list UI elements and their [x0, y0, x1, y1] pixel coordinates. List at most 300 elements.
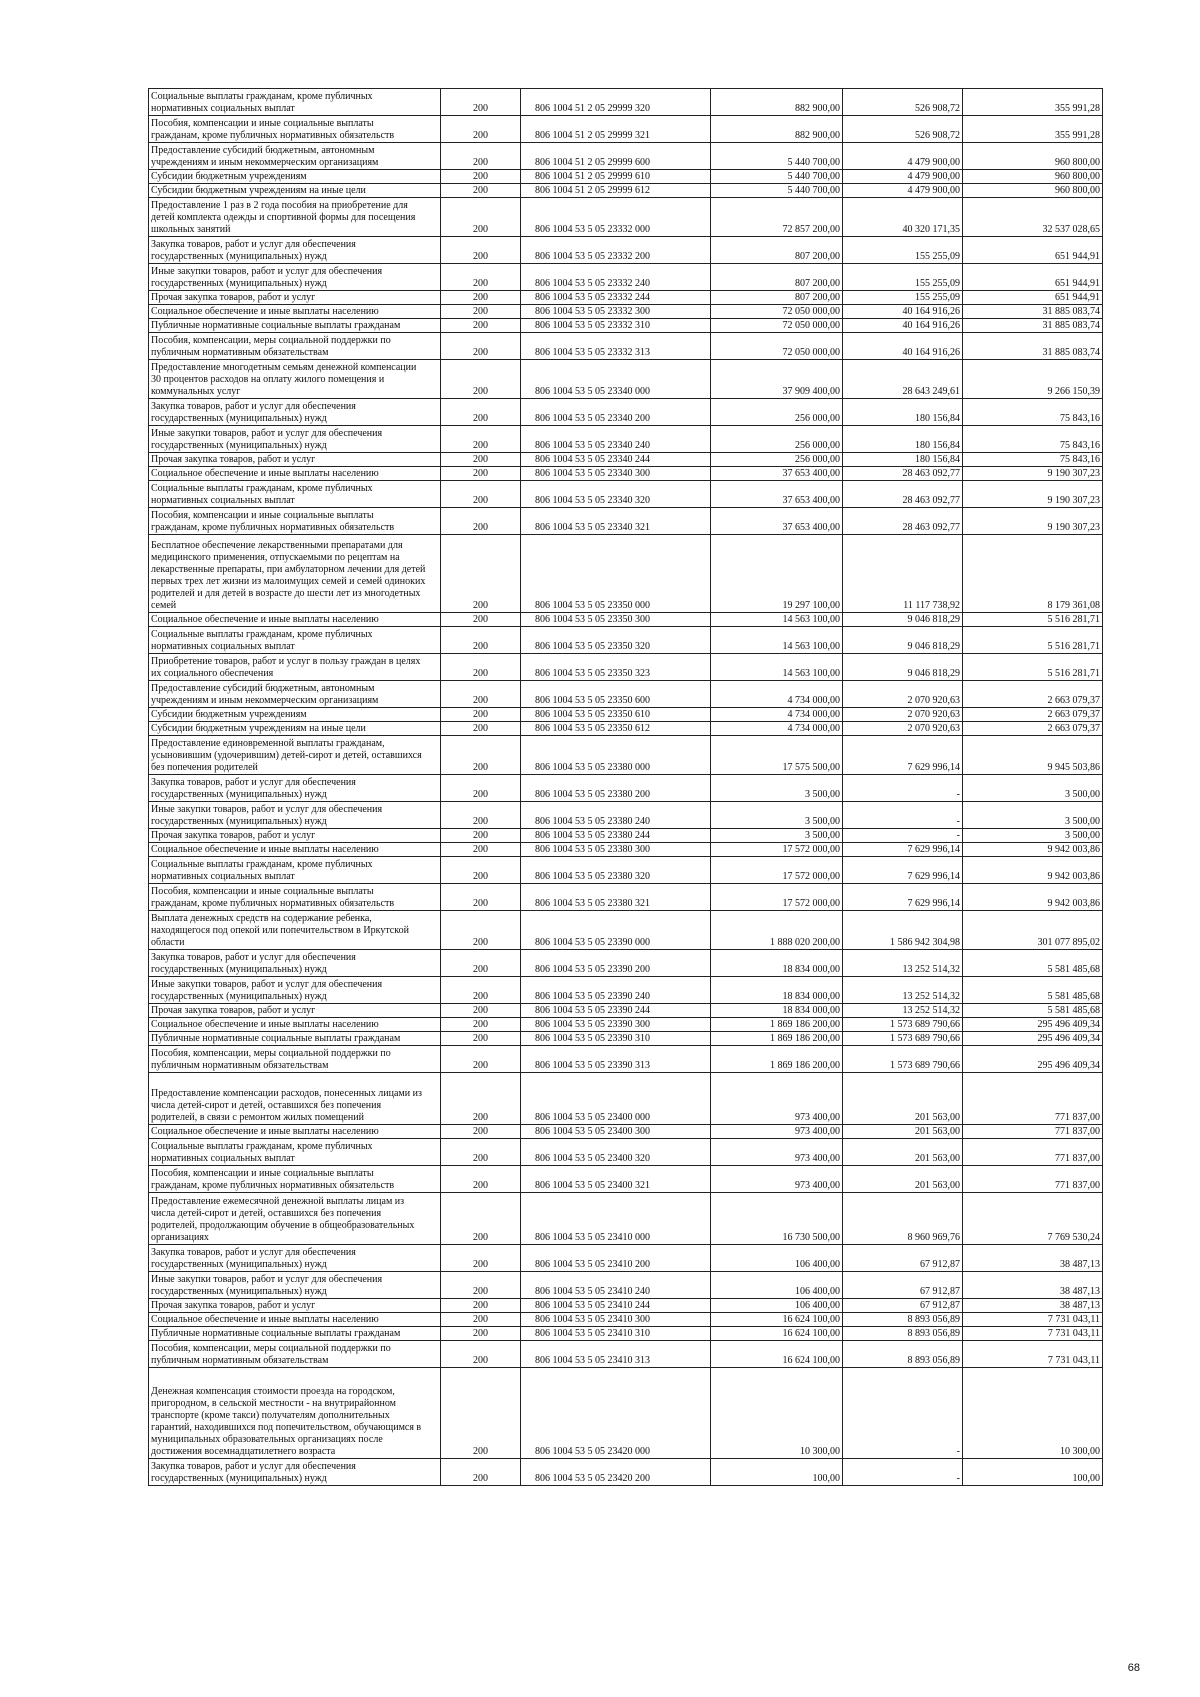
- row-code-cell: 200: [441, 264, 521, 291]
- row-executed-cell: 9 046 818,29: [843, 627, 963, 654]
- row-kbk-cell: 806 1004 51 2 05 29999 612: [521, 184, 711, 198]
- row-executed-cell: 9 046 818,29: [843, 654, 963, 681]
- row-kbk-cell: 806 1004 53 5 05 23420 000: [521, 1368, 711, 1459]
- row-executed-cell: 28 643 249,61: [843, 360, 963, 399]
- row-executed-cell: 9 046 818,29: [843, 613, 963, 627]
- row-name-cell: Социальное обеспечение и иные выплаты населению: [149, 1018, 441, 1032]
- row-name-cell: Иные закупки товаров, работ и услуг для обеспечения государственных (муниципальных) нужд: [149, 426, 441, 453]
- row-unexecuted-cell: 295 496 409,34: [963, 1018, 1103, 1032]
- row-name-cell: Социальное обеспечение и иные выплаты населению: [149, 613, 441, 627]
- row-name-cell: Иные закупки товаров, работ и услуг для обеспечения государственных (муниципальных) нужд: [149, 802, 441, 829]
- row-executed-cell: 2 070 920,63: [843, 722, 963, 736]
- row-name-cell: Предоставление многодетным семьям денежной компенсации 30 процентов расходов на оплату жилого помещения и коммунальных услуг: [149, 360, 441, 399]
- row-unexecuted-cell: 651 944,91: [963, 237, 1103, 264]
- table-row: [149, 453, 1103, 467]
- row-code-cell: 200: [441, 184, 521, 198]
- row-name-cell: Прочая закупка товаров, работ и услуг: [149, 291, 441, 305]
- row-approved-cell: 5 440 700,00: [711, 184, 843, 198]
- row-executed-cell: 2 070 920,63: [843, 708, 963, 722]
- row-executed-cell: 201 563,00: [843, 1073, 963, 1125]
- row-unexecuted-cell: 10 300,00: [963, 1368, 1103, 1459]
- row-executed-cell: 155 255,09: [843, 291, 963, 305]
- row-executed-cell: 201 563,00: [843, 1125, 963, 1139]
- table-row: [149, 360, 1103, 399]
- row-code-cell: 200: [441, 722, 521, 736]
- row-kbk-cell: 806 1004 53 5 05 23390 244: [521, 1004, 711, 1018]
- row-code-cell: 200: [441, 467, 521, 481]
- row-executed-cell: 40 164 916,26: [843, 333, 963, 360]
- row-unexecuted-cell: 295 496 409,34: [963, 1032, 1103, 1046]
- row-code-cell: 200: [441, 843, 521, 857]
- table-row: [149, 681, 1103, 708]
- table-row: [149, 89, 1103, 116]
- row-name-cell: Социальные выплаты гражданам, кроме публичных нормативных социальных выплат: [149, 1139, 441, 1166]
- row-name-cell: Социальное обеспечение и иные выплаты населению: [149, 305, 441, 319]
- row-unexecuted-cell: 7 769 530,24: [963, 1193, 1103, 1245]
- row-kbk-cell: 806 1004 53 5 05 23350 612: [521, 722, 711, 736]
- row-code-cell: 200: [441, 333, 521, 360]
- row-code-cell: 200: [441, 291, 521, 305]
- table-row: [149, 843, 1103, 857]
- row-unexecuted-cell: 771 837,00: [963, 1073, 1103, 1125]
- table-body: [149, 89, 1103, 1486]
- table-row: [149, 291, 1103, 305]
- row-kbk-cell: 806 1004 53 5 05 23332 310: [521, 319, 711, 333]
- table-row: [149, 1341, 1103, 1368]
- row-kbk-cell: 806 1004 53 5 05 23390 240: [521, 977, 711, 1004]
- row-executed-cell: 526 908,72: [843, 116, 963, 143]
- row-code-cell: 200: [441, 1299, 521, 1313]
- table-row: [149, 399, 1103, 426]
- row-code-cell: 200: [441, 627, 521, 654]
- row-executed-cell: 4 479 900,00: [843, 143, 963, 170]
- table-row: [149, 1046, 1103, 1073]
- row-approved-cell: 37 653 400,00: [711, 508, 843, 535]
- row-unexecuted-cell: 9 190 307,23: [963, 508, 1103, 535]
- table-row: [149, 1073, 1103, 1125]
- row-name-cell: Пособия, компенсации и иные социальные выплаты гражданам, кроме публичных нормативных обязательств: [149, 116, 441, 143]
- row-executed-cell: -: [843, 775, 963, 802]
- row-code-cell: 200: [441, 1245, 521, 1272]
- row-name-cell: Закупка товаров, работ и услуг для обеспечения государственных (муниципальных) нужд: [149, 775, 441, 802]
- row-kbk-cell: 806 1004 53 5 05 23410 244: [521, 1299, 711, 1313]
- table-row: [149, 467, 1103, 481]
- row-kbk-cell: 806 1004 53 5 05 23332 313: [521, 333, 711, 360]
- row-executed-cell: -: [843, 829, 963, 843]
- row-kbk-cell: 806 1004 53 5 05 23340 320: [521, 481, 711, 508]
- row-name-cell: Выплата денежных средств на содержание ребенка, находящегося под опекой или попечительством в Иркутской области: [149, 911, 441, 950]
- row-name-cell: Иные закупки товаров, работ и услуг для обеспечения государственных (муниципальных) нужд: [149, 264, 441, 291]
- row-approved-cell: 17 572 000,00: [711, 857, 843, 884]
- row-executed-cell: 1 573 689 790,66: [843, 1046, 963, 1073]
- budget-table: [148, 88, 1103, 1486]
- row-code-cell: 200: [441, 802, 521, 829]
- row-executed-cell: 7 629 996,14: [843, 884, 963, 911]
- row-kbk-cell: 806 1004 53 5 05 23332 000: [521, 198, 711, 237]
- row-unexecuted-cell: 38 487,13: [963, 1245, 1103, 1272]
- row-unexecuted-cell: 5 581 485,68: [963, 977, 1103, 1004]
- row-unexecuted-cell: 3 500,00: [963, 829, 1103, 843]
- row-name-cell: Субсидии бюджетным учреждениям: [149, 170, 441, 184]
- row-code-cell: 200: [441, 1459, 521, 1486]
- row-code-cell: 200: [441, 319, 521, 333]
- table-row: [149, 857, 1103, 884]
- row-unexecuted-cell: 3 500,00: [963, 802, 1103, 829]
- row-approved-cell: 807 200,00: [711, 237, 843, 264]
- row-name-cell: Закупка товаров, работ и услуг для обеспечения государственных (муниципальных) нужд: [149, 237, 441, 264]
- row-kbk-cell: 806 1004 53 5 05 23332 244: [521, 291, 711, 305]
- row-approved-cell: 1 869 186 200,00: [711, 1032, 843, 1046]
- row-kbk-cell: 806 1004 51 2 05 29999 320: [521, 89, 711, 116]
- row-approved-cell: 18 834 000,00: [711, 1004, 843, 1018]
- row-kbk-cell: 806 1004 53 5 05 23350 320: [521, 627, 711, 654]
- row-unexecuted-cell: 100,00: [963, 1459, 1103, 1486]
- table-row: [149, 305, 1103, 319]
- table-row: [149, 977, 1103, 1004]
- table-row: [149, 802, 1103, 829]
- row-name-cell: Социальные выплаты гражданам, кроме публичных нормативных социальных выплат: [149, 627, 441, 654]
- row-kbk-cell: 806 1004 53 5 05 23380 244: [521, 829, 711, 843]
- row-executed-cell: 7 629 996,14: [843, 857, 963, 884]
- row-approved-cell: 1 869 186 200,00: [711, 1046, 843, 1073]
- row-unexecuted-cell: 3 500,00: [963, 775, 1103, 802]
- row-executed-cell: 40 320 171,35: [843, 198, 963, 237]
- row-kbk-cell: 806 1004 53 5 05 23390 313: [521, 1046, 711, 1073]
- row-executed-cell: 1 586 942 304,98: [843, 911, 963, 950]
- row-kbk-cell: 806 1004 53 5 05 23390 310: [521, 1032, 711, 1046]
- row-name-cell: Социальное обеспечение и иные выплаты населению: [149, 1313, 441, 1327]
- row-unexecuted-cell: 7 731 043,11: [963, 1341, 1103, 1368]
- row-kbk-cell: 806 1004 53 5 05 23400 320: [521, 1139, 711, 1166]
- row-executed-cell: 4 479 900,00: [843, 170, 963, 184]
- row-unexecuted-cell: 38 487,13: [963, 1272, 1103, 1299]
- row-code-cell: 200: [441, 1004, 521, 1018]
- row-code-cell: 200: [441, 1368, 521, 1459]
- row-name-cell: Приобретение товаров, работ и услуг в пользу граждан в целях их социального обеспечения: [149, 654, 441, 681]
- row-code-cell: 200: [441, 977, 521, 1004]
- row-code-cell: 200: [441, 1341, 521, 1368]
- row-code-cell: 200: [441, 884, 521, 911]
- row-executed-cell: 40 164 916,26: [843, 319, 963, 333]
- row-executed-cell: 4 479 900,00: [843, 184, 963, 198]
- table-row: [149, 708, 1103, 722]
- table-row: [149, 333, 1103, 360]
- row-approved-cell: 17 572 000,00: [711, 843, 843, 857]
- table-row: [149, 170, 1103, 184]
- row-name-cell: Закупка товаров, работ и услуг для обеспечения государственных (муниципальных) нужд: [149, 950, 441, 977]
- row-code-cell: 200: [441, 681, 521, 708]
- table-row: [149, 1327, 1103, 1341]
- row-unexecuted-cell: 9 942 003,86: [963, 857, 1103, 884]
- row-code-cell: 200: [441, 198, 521, 237]
- row-approved-cell: 17 575 500,00: [711, 736, 843, 775]
- table-row: [149, 654, 1103, 681]
- row-kbk-cell: 806 1004 53 5 05 23410 240: [521, 1272, 711, 1299]
- row-kbk-cell: 806 1004 53 5 05 23380 200: [521, 775, 711, 802]
- row-executed-cell: 7 629 996,14: [843, 736, 963, 775]
- row-kbk-cell: 806 1004 53 5 05 23340 300: [521, 467, 711, 481]
- row-executed-cell: 526 908,72: [843, 89, 963, 116]
- row-unexecuted-cell: 31 885 083,74: [963, 319, 1103, 333]
- row-name-cell: Бесплатное обеспечение лекарственными препаратами для медицинского применения, отпускаемыми по рецептам на лекарственные препараты, при амбулаторном лечении для детей первых трех лет жизни из малоимущих семей и семей одиноких родителей и для детей в возрасте до шести лет из многодетных семей: [149, 535, 441, 613]
- row-executed-cell: 67 912,87: [843, 1245, 963, 1272]
- row-unexecuted-cell: 301 077 895,02: [963, 911, 1103, 950]
- row-approved-cell: 807 200,00: [711, 264, 843, 291]
- row-kbk-cell: 806 1004 51 2 05 29999 610: [521, 170, 711, 184]
- row-executed-cell: 67 912,87: [843, 1272, 963, 1299]
- row-approved-cell: 72 050 000,00: [711, 319, 843, 333]
- row-code-cell: 200: [441, 857, 521, 884]
- row-name-cell: Социальные выплаты гражданам, кроме публичных нормативных социальных выплат: [149, 481, 441, 508]
- row-name-cell: Предоставление субсидий бюджетным, автономным учреждениям и иным некоммерческим организациям: [149, 681, 441, 708]
- row-executed-cell: -: [843, 1459, 963, 1486]
- row-name-cell: Субсидии бюджетным учреждениям на иные цели: [149, 184, 441, 198]
- row-approved-cell: 4 734 000,00: [711, 681, 843, 708]
- table-row: [149, 775, 1103, 802]
- row-code-cell: 200: [441, 305, 521, 319]
- row-executed-cell: 2 070 920,63: [843, 681, 963, 708]
- row-kbk-cell: 806 1004 53 5 05 23400 300: [521, 1125, 711, 1139]
- table-row: [149, 627, 1103, 654]
- row-name-cell: Прочая закупка товаров, работ и услуг: [149, 1004, 441, 1018]
- table-row: [149, 950, 1103, 977]
- row-kbk-cell: 806 1004 53 5 05 23350 300: [521, 613, 711, 627]
- row-kbk-cell: 806 1004 53 5 05 23350 610: [521, 708, 711, 722]
- row-unexecuted-cell: 295 496 409,34: [963, 1046, 1103, 1073]
- row-approved-cell: 807 200,00: [711, 291, 843, 305]
- row-executed-cell: 180 156,84: [843, 426, 963, 453]
- table-row: [149, 1368, 1103, 1459]
- row-code-cell: 200: [441, 89, 521, 116]
- row-name-cell: Публичные нормативные социальные выплаты гражданам: [149, 1327, 441, 1341]
- row-approved-cell: 37 909 400,00: [711, 360, 843, 399]
- row-executed-cell: 8 893 056,89: [843, 1327, 963, 1341]
- row-executed-cell: 155 255,09: [843, 264, 963, 291]
- row-kbk-cell: 806 1004 53 5 05 23332 300: [521, 305, 711, 319]
- row-code-cell: 200: [441, 453, 521, 467]
- table-row: [149, 1032, 1103, 1046]
- row-executed-cell: 13 252 514,32: [843, 977, 963, 1004]
- row-approved-cell: 5 440 700,00: [711, 143, 843, 170]
- row-kbk-cell: 806 1004 51 2 05 29999 600: [521, 143, 711, 170]
- row-code-cell: 200: [441, 237, 521, 264]
- row-approved-cell: 72 050 000,00: [711, 305, 843, 319]
- row-kbk-cell: 806 1004 53 5 05 23350 000: [521, 535, 711, 613]
- row-kbk-cell: 806 1004 53 5 05 23380 300: [521, 843, 711, 857]
- table-row: [149, 198, 1103, 237]
- row-kbk-cell: 806 1004 53 5 05 23350 600: [521, 681, 711, 708]
- row-code-cell: 200: [441, 1166, 521, 1193]
- table-row: [149, 884, 1103, 911]
- row-executed-cell: 201 563,00: [843, 1166, 963, 1193]
- row-unexecuted-cell: 5 581 485,68: [963, 1004, 1103, 1018]
- row-unexecuted-cell: 31 885 083,74: [963, 333, 1103, 360]
- row-kbk-cell: 806 1004 53 5 05 23340 000: [521, 360, 711, 399]
- row-unexecuted-cell: 5 516 281,71: [963, 627, 1103, 654]
- table-row: [149, 319, 1103, 333]
- row-name-cell: Субсидии бюджетным учреждениям на иные цели: [149, 722, 441, 736]
- row-kbk-cell: 806 1004 53 5 05 23420 200: [521, 1459, 711, 1486]
- row-executed-cell: 201 563,00: [843, 1139, 963, 1166]
- row-code-cell: 200: [441, 1193, 521, 1245]
- row-approved-cell: 16 730 500,00: [711, 1193, 843, 1245]
- table-row: [149, 722, 1103, 736]
- page-number: 68: [1127, 1662, 1140, 1674]
- row-approved-cell: 19 297 100,00: [711, 535, 843, 613]
- row-kbk-cell: 806 1004 53 5 05 23340 321: [521, 508, 711, 535]
- row-approved-cell: 5 440 700,00: [711, 170, 843, 184]
- row-name-cell: Денежная компенсация стоимости проезда на городском, пригородном, в сельской местности - на внутрирайонном транспорте (кроме такси) получателям дополнительных гарантий, находившихся под попечительством, обучающимся в муниципальных образовательных организациях после достижения восемнадцатилетнего возраста: [149, 1368, 441, 1459]
- table-row: [149, 1245, 1103, 1272]
- row-unexecuted-cell: 960 800,00: [963, 184, 1103, 198]
- row-approved-cell: 14 563 100,00: [711, 654, 843, 681]
- row-approved-cell: 882 900,00: [711, 116, 843, 143]
- row-kbk-cell: 806 1004 53 5 05 23380 000: [521, 736, 711, 775]
- table-row: [149, 184, 1103, 198]
- row-unexecuted-cell: 2 663 079,37: [963, 722, 1103, 736]
- row-code-cell: 200: [441, 1125, 521, 1139]
- row-name-cell: Пособия, компенсации, меры социальной поддержки по публичным нормативным обязательствам: [149, 1046, 441, 1073]
- row-code-cell: 200: [441, 360, 521, 399]
- row-executed-cell: -: [843, 1368, 963, 1459]
- row-unexecuted-cell: 9 945 503,86: [963, 736, 1103, 775]
- row-unexecuted-cell: 651 944,91: [963, 291, 1103, 305]
- row-unexecuted-cell: 9 942 003,86: [963, 843, 1103, 857]
- row-code-cell: 200: [441, 1272, 521, 1299]
- row-executed-cell: 11 117 738,92: [843, 535, 963, 613]
- row-kbk-cell: 806 1004 53 5 05 23340 244: [521, 453, 711, 467]
- row-approved-cell: 37 653 400,00: [711, 481, 843, 508]
- table-row: [149, 1272, 1103, 1299]
- row-name-cell: Прочая закупка товаров, работ и услуг: [149, 1299, 441, 1313]
- row-name-cell: Социальное обеспечение и иные выплаты населению: [149, 467, 441, 481]
- row-unexecuted-cell: 771 837,00: [963, 1166, 1103, 1193]
- row-name-cell: Предоставление 1 раз в 2 года пособия на приобретение для детей комплекта одежды и спортивной формы для посещения школьных занятий: [149, 198, 441, 237]
- row-unexecuted-cell: 8 179 361,08: [963, 535, 1103, 613]
- table-row: [149, 829, 1103, 843]
- table-row: [149, 1139, 1103, 1166]
- row-kbk-cell: 806 1004 53 5 05 23380 321: [521, 884, 711, 911]
- row-name-cell: Социальные выплаты гражданам, кроме публичных нормативных социальных выплат: [149, 89, 441, 116]
- row-code-cell: 200: [441, 1327, 521, 1341]
- row-approved-cell: 100,00: [711, 1459, 843, 1486]
- table-row: [149, 613, 1103, 627]
- table-row: [149, 736, 1103, 775]
- row-name-cell: Социальное обеспечение и иные выплаты населению: [149, 843, 441, 857]
- row-approved-cell: 973 400,00: [711, 1125, 843, 1139]
- row-code-cell: 200: [441, 143, 521, 170]
- row-executed-cell: 1 573 689 790,66: [843, 1018, 963, 1032]
- row-approved-cell: 18 834 000,00: [711, 977, 843, 1004]
- row-approved-cell: 72 857 200,00: [711, 198, 843, 237]
- row-approved-cell: 14 563 100,00: [711, 627, 843, 654]
- row-code-cell: 200: [441, 426, 521, 453]
- row-code-cell: 200: [441, 481, 521, 508]
- row-approved-cell: 3 500,00: [711, 829, 843, 843]
- row-approved-cell: 973 400,00: [711, 1139, 843, 1166]
- row-name-cell: Публичные нормативные социальные выплаты гражданам: [149, 1032, 441, 1046]
- row-name-cell: Социальные выплаты гражданам, кроме публичных нормативных социальных выплат: [149, 857, 441, 884]
- row-approved-cell: 106 400,00: [711, 1299, 843, 1313]
- row-unexecuted-cell: 9 266 150,39: [963, 360, 1103, 399]
- row-unexecuted-cell: 9 942 003,86: [963, 884, 1103, 911]
- row-approved-cell: 16 624 100,00: [711, 1341, 843, 1368]
- row-approved-cell: 10 300,00: [711, 1368, 843, 1459]
- table-row: [149, 116, 1103, 143]
- row-approved-cell: 4 734 000,00: [711, 708, 843, 722]
- row-name-cell: Прочая закупка товаров, работ и услуг: [149, 453, 441, 467]
- row-executed-cell: 67 912,87: [843, 1299, 963, 1313]
- row-approved-cell: 18 834 000,00: [711, 950, 843, 977]
- row-code-cell: 200: [441, 1046, 521, 1073]
- table-row: [149, 426, 1103, 453]
- row-executed-cell: 180 156,84: [843, 399, 963, 426]
- row-code-cell: 200: [441, 613, 521, 627]
- row-approved-cell: 1 888 020 200,00: [711, 911, 843, 950]
- table-row: [149, 535, 1103, 613]
- row-code-cell: 200: [441, 116, 521, 143]
- row-name-cell: Закупка товаров, работ и услуг для обеспечения государственных (муниципальных) нужд: [149, 1459, 441, 1486]
- row-executed-cell: 8 960 969,76: [843, 1193, 963, 1245]
- row-approved-cell: 3 500,00: [711, 802, 843, 829]
- row-executed-cell: 155 255,09: [843, 237, 963, 264]
- row-approved-cell: 16 624 100,00: [711, 1327, 843, 1341]
- row-code-cell: 200: [441, 535, 521, 613]
- row-code-cell: 200: [441, 654, 521, 681]
- row-name-cell: Прочая закупка товаров, работ и услуг: [149, 829, 441, 843]
- row-executed-cell: 28 463 092,77: [843, 467, 963, 481]
- row-kbk-cell: 806 1004 53 5 05 23410 200: [521, 1245, 711, 1272]
- row-approved-cell: 17 572 000,00: [711, 884, 843, 911]
- row-unexecuted-cell: 38 487,13: [963, 1299, 1103, 1313]
- row-code-cell: 200: [441, 829, 521, 843]
- row-unexecuted-cell: 2 663 079,37: [963, 708, 1103, 722]
- row-unexecuted-cell: 75 843,16: [963, 426, 1103, 453]
- row-unexecuted-cell: 355 991,28: [963, 89, 1103, 116]
- row-unexecuted-cell: 5 516 281,71: [963, 613, 1103, 627]
- row-name-cell: Закупка товаров, работ и услуг для обеспечения государственных (муниципальных) нужд: [149, 399, 441, 426]
- row-kbk-cell: 806 1004 53 5 05 23390 300: [521, 1018, 711, 1032]
- row-unexecuted-cell: 771 837,00: [963, 1139, 1103, 1166]
- row-code-cell: 200: [441, 950, 521, 977]
- table-row: [149, 143, 1103, 170]
- row-executed-cell: 13 252 514,32: [843, 950, 963, 977]
- row-approved-cell: 256 000,00: [711, 453, 843, 467]
- row-unexecuted-cell: 355 991,28: [963, 116, 1103, 143]
- row-name-cell: Пособия, компенсации, меры социальной поддержки по публичным нормативным обязательствам: [149, 1341, 441, 1368]
- row-unexecuted-cell: 9 190 307,23: [963, 481, 1103, 508]
- row-kbk-cell: 806 1004 53 5 05 23410 313: [521, 1341, 711, 1368]
- row-executed-cell: 7 629 996,14: [843, 843, 963, 857]
- row-executed-cell: 28 463 092,77: [843, 508, 963, 535]
- row-approved-cell: 16 624 100,00: [711, 1313, 843, 1327]
- row-kbk-cell: 806 1004 53 5 05 23390 200: [521, 950, 711, 977]
- table-row: [149, 1018, 1103, 1032]
- table-row: [149, 237, 1103, 264]
- row-unexecuted-cell: 960 800,00: [963, 143, 1103, 170]
- row-approved-cell: 14 563 100,00: [711, 613, 843, 627]
- row-code-cell: 200: [441, 399, 521, 426]
- row-unexecuted-cell: 771 837,00: [963, 1125, 1103, 1139]
- row-unexecuted-cell: 9 190 307,23: [963, 467, 1103, 481]
- row-name-cell: Пособия, компенсации и иные социальные выплаты гражданам, кроме публичных нормативных обязательств: [149, 508, 441, 535]
- row-code-cell: 200: [441, 170, 521, 184]
- row-approved-cell: 37 653 400,00: [711, 467, 843, 481]
- row-approved-cell: 106 400,00: [711, 1272, 843, 1299]
- row-approved-cell: 106 400,00: [711, 1245, 843, 1272]
- row-code-cell: 200: [441, 1018, 521, 1032]
- row-unexecuted-cell: 5 581 485,68: [963, 950, 1103, 977]
